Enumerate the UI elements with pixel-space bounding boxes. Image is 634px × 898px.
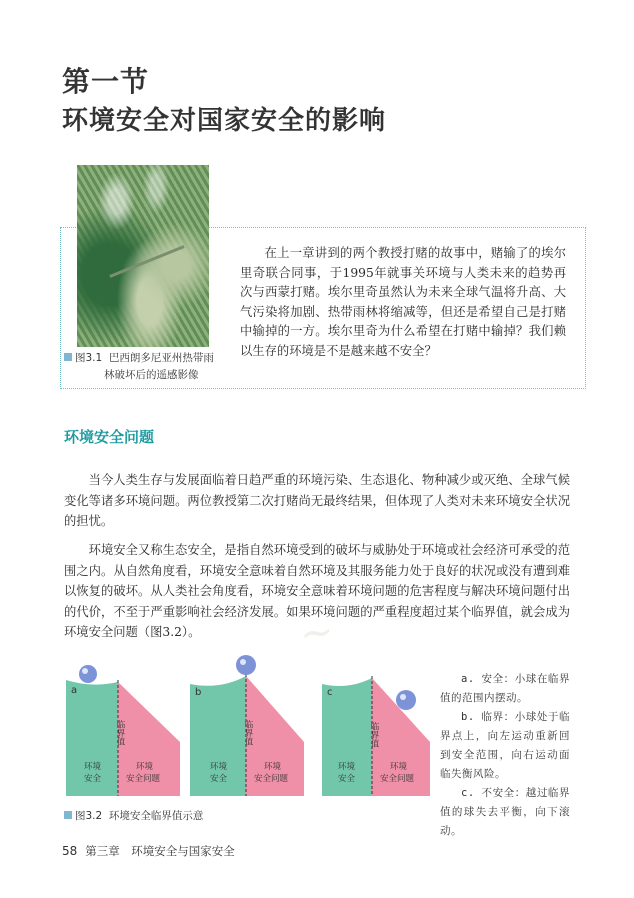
footer-chapter: 第三章 环境安全与国家安全 (85, 844, 235, 858)
ball-highlight (82, 668, 88, 674)
note-b: b. 临界：小球处于临界点上，向左运动重新回到安全范围，向右运动面临失衡风险。 (440, 711, 570, 780)
problem-label-line1: 环境 (390, 762, 408, 772)
page-number: 58 (62, 844, 78, 858)
caption-marker-icon (64, 353, 72, 361)
safe-label-line1: 环境 (84, 762, 102, 772)
paragraph-1: 当今人类生存与发展面临着日趋严重的环境污染、生态退化、物种减少或灭绝、全球气候变化等诸多环境问题。两位教授第二次打赌尚无最终结果，但体现了人类对未来环境安全状况的担忧。 (64, 473, 570, 528)
critical-label: 临界值 (369, 722, 379, 748)
ball-highlight (240, 659, 246, 665)
figure-caption-3-2 (64, 808, 203, 823)
problem-label-line2: 安全问题 (126, 774, 161, 784)
note-a: a. 安全：小球在临界值的范围内摆动。 (440, 673, 570, 704)
ball-icon (79, 665, 97, 683)
section-heading: 环境安全问题 (64, 428, 155, 446)
section-number: 第一节 (62, 65, 150, 98)
satellite-image (77, 165, 209, 347)
figure2-caption-text: 环境安全临界值示意 (108, 810, 204, 822)
problem-label-line2: 安全问题 (380, 774, 415, 784)
safe-label-line2: 安全 (210, 774, 228, 784)
ball-icon (236, 655, 256, 675)
diagram-letter: b (195, 687, 202, 698)
problem-label-line2: 安全问题 (254, 774, 289, 784)
diagram-letter: c (327, 687, 333, 698)
page-title: 环境安全对国家安全的影响 (62, 106, 387, 136)
safe-label-line1: 环境 (210, 762, 228, 772)
watermark: ~ (296, 607, 337, 659)
critical-label: 临界值 (243, 720, 253, 746)
diagram-c (322, 662, 438, 798)
footer (62, 843, 235, 859)
safe-label-line2: 安全 (338, 774, 356, 784)
figure-caption-line2: 林破坏后的遥感影像 (104, 369, 199, 381)
critical-label: 临界值 (115, 720, 125, 746)
note-c: c. 不安全：越过临界值的球失去平衡，向下滚动。 (440, 787, 570, 837)
problem-label-line1: 环境 (136, 762, 154, 772)
figure-caption-number: 图3.1 (75, 352, 103, 364)
diagram-letter: a (71, 685, 78, 696)
problem-label-line1: 环境 (264, 762, 282, 772)
ball-icon (396, 690, 416, 710)
figure2-caption-number: 图3.2 (75, 810, 103, 822)
diagram-notes (440, 670, 570, 841)
figure-caption-3-1 (64, 350, 224, 384)
figure-caption-line1: 巴西朗多尼亚州热带雨 (108, 352, 214, 364)
caption-marker-icon (64, 811, 72, 819)
paragraph-2: 环境安全又称生态安全，是指自然环境受到的破坏与威胁处于环境或社会经济可承受的范围之内。从自然角度看，环境安全意味着自然环境及其服务能力处于良好的状况或没有遭到难以恢复的破坏。从人类社会角度看，环境安全意味着环境问题的危害程度与解决环境问题付出的代价，不至于严重影响社会经济发展。如果环境问题的严重程度超过某个临界值，就会成为环境安全问题（图3.2）。 (64, 543, 570, 639)
intro-text: 在上一章讲到的两个教授打赌的故事中，赌输了的埃尔里奇联合同事，于1995年就事关环境与人类未来的趋势再次与西蒙打赌。埃尔里奇虽然认为未来全球气温将升高、大气污染将加剧、热带雨林将缩减等，但还是希望自己是打赌中输掉的一方。埃尔里奇为什么希望在打赌中输掉？我们赖以生存的环境是不是越来越不安全？ (240, 246, 566, 358)
safe-label-line2: 安全 (84, 774, 102, 784)
diagram-b (188, 662, 304, 798)
safe-label-line1: 环境 (338, 762, 356, 772)
diagram-a (64, 662, 180, 798)
ball-highlight (400, 694, 406, 700)
